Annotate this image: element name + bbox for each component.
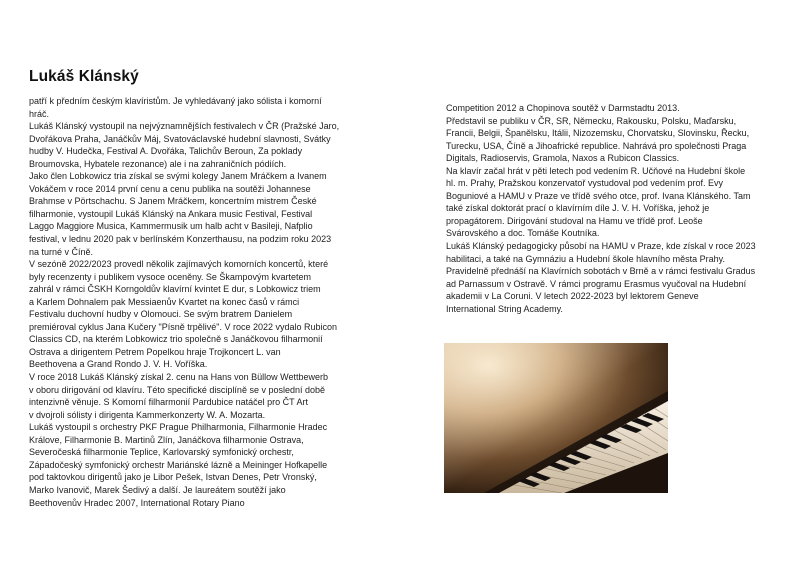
- left-text-column: [29, 95, 359, 509]
- paragraph-education: Na klavír začal hrát v pěti letech pod vedením R. Učňové na Hudební škole hl. m. Prahy, Pražskou konzervatoř vystudoval pod vedením prof. Evy Boguniové a HAMU v Praze ve třídě svého otce, prof. Ivana Klánského. Tam také získal doktorát prací o klavírním díle J. V. H. Voříška, jehož je propagátorem. Dirigování studoval na Hamu ve třídě prof. Leoše Svárovského a doc. Tomáše Koutníka.: [446, 165, 751, 239]
- page-title: Lukáš Klánský: [29, 68, 139, 85]
- right-text-column: [446, 102, 766, 315]
- paragraph-competitions: Competition 2012 a Chopinova soutěž v Darmstadtu 2013.: [446, 103, 680, 113]
- paragraph-conducting: V roce 2018 Lukáš Klánský získal 2. cenu na Hans von Büllow Wettbewerb v oboru dirigování od klavíru. Této specifické disciplíně se v poslední době intenzivně věnuje. S Komorní filharmonií Pardubice natáčel pro ČT Art v dvojroli sólisty i dirigenta Kammerkonzerty W. A. Mozarta.: [29, 372, 328, 420]
- paragraph-festivals: Lukáš Klánský vystoupil na nejvýznamnějších festivalech v ČR (Pražské Jaro, Dvořákova Praha, Janáčkův Máj, Svatováclavské hudební slavnosti, Svátky hudby V. Hudečka, Festival A. Dvořáka, Talichův Beroun, Za poklady Broumovska, Hybatele rezonance) ale i na zahraničních pódiích.: [29, 121, 340, 169]
- paragraph-orchestras: Lukáš vystoupil s orchestry PKF Prague Philharmonia, Filharmonie Hradec Králove, Filharmonie B. Martinů Zlín, Janáčkova filharmonie Ostrava, Severočeská filharmonie Teplice, Karlovarský symfonický orchestr, Západočeský symfonický orchestr Mariánské lázně a Meininger Hofkapelle pod taktovkou dirigentů jako je Libor Pešek, Istvan Denes, Petr Vronský, Marko Ivanovič, Marek Šedivý a další. Je laureátem soutěží jako Beethovenův Hradec 2007, International Rotary Piano: [29, 422, 328, 508]
- paragraph-countries: Představil se publiku v ČR, SR, Německu, Rakousku, Polsku, Maďarsku, Francii, Belgii, Španělsku, Itálii, Nizozemsku, Chorvatsku, Slovinsku, Řecku, Turecku, USA, Číně a Jihoafrické republice. Nahrává pro společnosti Praga Digitals, Radioservis, Gramola, Naxos a Rubicon Classics.: [446, 115, 750, 164]
- piano-keyboard-photo: [444, 343, 668, 493]
- paragraph-lobkowicz-trio: Jako člen Lobkowicz tria získal se svými kolegy Janem Mráčkem a Ivanem Vokáčem v roce 2014 první cenu a cenu publika na soutěži Johannese Brahmse v Pörtschachu. S Janem Mráčkem, koncertním mistrem České filharmonie, vystoupil Lukáš Klánský na Ankara music Festival, Festival Laggo Maggiore Musica, Kammermusik um halb acht v Basileji, Nafplio festival, v lednu 2020 pak v berlínském Konzerthausu, na podzim roku 2023 na turné v Číně.: [29, 171, 332, 257]
- paragraph-teaching: Lukáš Klánský pedagogicky působí na HAMU v Praze, kde získal v roce 2023 habilitaci, a také na Gymnáziu a Hudební škole hlavního města Prahy. Pravidelně přednáší na Klavírních sobotách v Brně a v rámci festivalu Gradus ad Parnassum v Ostravě. V rámci programu Erasmus vyučoval na Hudební akademii v La Coruni. V letech 2022-2023 byl lektorem Geneve International String Academy.: [446, 241, 756, 314]
- paragraph-intro: patří k předním českým klavíristům. Je vyhledávaný jako sólista i komorní hráč.: [29, 96, 322, 119]
- paragraph-season-2022: V sezóně 2022/2023 provedl několik zajímavých komorních koncertů, které byly recenzenty i publikem vysoce oceněny. Se Škampovým kvartetem zahrál v rámci ČSKH Korngoldův klavírní kvintet E dur, s Lobkowicz triem a Karlem Dohnalem pak Messiaenův Kvartet na konec časů v rámci Festivalu duchovní hudby v Olomouci. Se svým bratrem Danielem premiéroval cyklus Jana Kučery "Písně trpělivé". V roce 2022 vydalo Rubicon Classics CD, na kterém Lobkowicz trio společně s Janáčkovou filharmonií Ostrava a dirigentem Petrem Popelkou hraje Trojkoncert L. van Beethovena a Grand Rondo J. V. H. Voříška.: [29, 259, 338, 370]
